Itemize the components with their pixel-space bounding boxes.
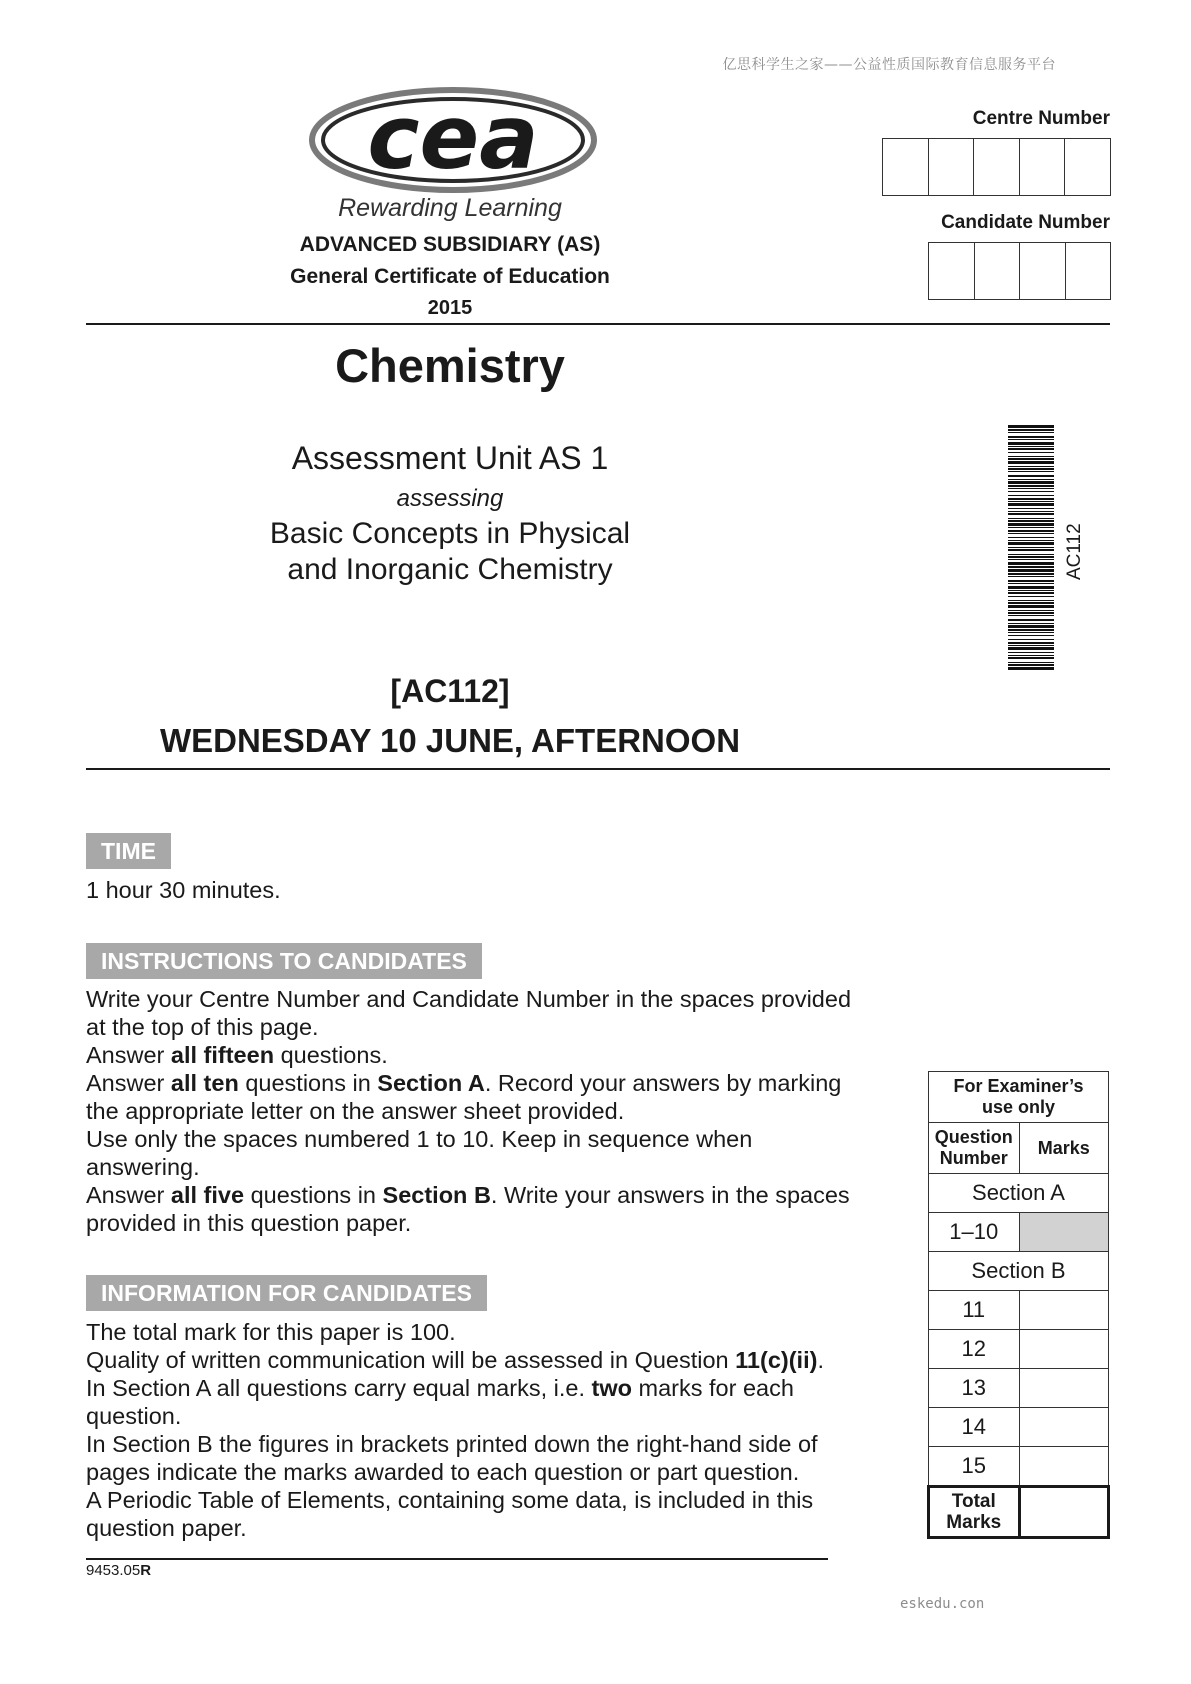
- barcode-bar: [1008, 615, 1054, 616]
- barcode-bar: [1008, 520, 1054, 522]
- marks-cell[interactable]: [1019, 1408, 1108, 1447]
- barcode-bar: [1008, 511, 1054, 512]
- candidate-digit-box[interactable]: [929, 243, 975, 299]
- candidate-digit-box[interactable]: [1066, 243, 1111, 299]
- question-number: 13: [929, 1369, 1020, 1408]
- barcode-bar: [1008, 602, 1054, 604]
- barcode-bar: [1008, 592, 1054, 594]
- barcode-bar: [1008, 629, 1054, 631]
- information-heading: INFORMATION FOR CANDIDATES: [86, 1275, 487, 1311]
- barcode-bar: [1008, 537, 1054, 538]
- barcode-bar: [1008, 488, 1054, 489]
- unit-assessing: assessing: [396, 485, 504, 512]
- barcode-bar: [1008, 547, 1054, 548]
- barcode-bar: [1008, 471, 1054, 472]
- barcode-bar: [1008, 491, 1054, 492]
- section-a-row: Section A: [929, 1174, 1109, 1213]
- barcode-bar: [1008, 485, 1054, 487]
- logo-text: cea: [367, 86, 539, 189]
- candidate-number-label: Candidate Number: [941, 212, 1110, 233]
- barcode-bar: [1008, 542, 1054, 545]
- instruction-line: Write your Centre Number and Candidate Number in the spaces provided at the top of this page.: [86, 986, 852, 1040]
- barcode-bar: [1008, 632, 1054, 633]
- barcode-bar: [1008, 442, 1054, 445]
- footer-code: 9453.05R: [86, 1562, 152, 1579]
- watermark-top: 亿思科学生之家——公益性质国际教育信息服务平台: [722, 57, 1056, 73]
- barcode-bar: [1008, 596, 1054, 597]
- marks-cell-shaded: [1019, 1213, 1108, 1252]
- barcode-bar: [1008, 439, 1054, 440]
- barcode-bar: [1008, 590, 1054, 591]
- barcode-bar: [1008, 652, 1054, 653]
- barcode-bar: [1008, 513, 1054, 515]
- barcode-bar: [1008, 610, 1054, 611]
- divider: [86, 323, 1110, 325]
- col-marks: Marks: [1019, 1123, 1108, 1174]
- barcode-bar: [1008, 523, 1054, 526]
- instruction-line: Answer all fifteen questions.: [86, 1042, 388, 1068]
- centre-digit-box[interactable]: [1065, 139, 1110, 195]
- cea-logo: [308, 86, 598, 194]
- barcode-bar: [1008, 540, 1054, 541]
- question-number: 14: [929, 1408, 1020, 1447]
- information-text: [86, 1318, 866, 1542]
- centre-digit-box[interactable]: [929, 139, 975, 195]
- barcode-bar: [1008, 458, 1054, 460]
- barcode-bar: [1008, 600, 1054, 601]
- examiner-table-title: For Examiner’s use only: [929, 1072, 1109, 1123]
- barcode-bar: [1008, 479, 1054, 480]
- candidate-number-boxes[interactable]: [928, 242, 1111, 300]
- centre-number-label: Centre Number: [972, 108, 1110, 129]
- qualification-level: ADVANCED SUBSIDIARY (AS): [299, 233, 601, 256]
- barcode-code: AC112: [1064, 523, 1085, 580]
- paper-code: [AC112]: [390, 673, 510, 709]
- barcode-bar: [1008, 556, 1054, 558]
- barcode-bar: [1008, 635, 1054, 636]
- information-line: Quality of written communication will be assessed in Question 11(c)(ii).: [86, 1347, 824, 1373]
- information-line: In Section A all questions carry equal marks, i.e. two marks for each question.: [86, 1375, 794, 1429]
- unit-description-line1: Basic Concepts in Physical: [269, 517, 631, 550]
- barcode-bar: [1008, 583, 1054, 584]
- barcode-bar: [1008, 549, 1054, 551]
- exam-date: WEDNESDAY 10 JUNE, AFTERNOON: [159, 722, 741, 759]
- barcode-bar: [1008, 468, 1054, 470]
- barcode-bar: [1008, 436, 1054, 438]
- question-number: 15: [929, 1447, 1020, 1487]
- barcode-bar: [1008, 657, 1054, 659]
- barcode-bar: [1008, 612, 1054, 614]
- barcode-bar: [1008, 495, 1054, 496]
- instruction-line: Use only the spaces numbered 1 to 10. Keep in sequence when answering.: [86, 1126, 753, 1180]
- marks-cell[interactable]: [1019, 1330, 1108, 1369]
- centre-number-boxes[interactable]: [882, 138, 1111, 196]
- time-heading: TIME: [86, 833, 171, 869]
- candidate-digit-box[interactable]: [1020, 243, 1066, 299]
- barcode-bar: [1008, 625, 1054, 628]
- barcode-bar: [1008, 530, 1054, 532]
- subject-title: Chemistry: [335, 339, 565, 392]
- barcode-bar: [1008, 623, 1054, 624]
- barcode-bar: [1008, 481, 1054, 484]
- divider: [86, 1558, 828, 1560]
- barcode-bar: [1008, 662, 1054, 663]
- barcode-bar: [1008, 586, 1054, 589]
- barcode-bar: [1008, 554, 1054, 555]
- centre-digit-box[interactable]: [974, 139, 1020, 195]
- barcode-bar: [1008, 642, 1054, 644]
- barcode-bar: [1008, 475, 1054, 477]
- barcode-bar: [1008, 501, 1054, 502]
- barcode-bar: [1008, 533, 1054, 534]
- barcode-bar: [1008, 639, 1054, 640]
- question-range-a: 1–10: [929, 1213, 1020, 1252]
- section-b-row: Section B: [929, 1252, 1109, 1291]
- barcode-bar: [1008, 619, 1054, 621]
- barcode-bar: [1008, 573, 1054, 575]
- centre-digit-box[interactable]: [1020, 139, 1066, 195]
- instruction-line: Answer all ten questions in Section A. Record your answers by marking the appropriate letter on the answer sheet provided.: [86, 1070, 842, 1124]
- total-marks-cell[interactable]: [1019, 1487, 1108, 1538]
- barcode-bar: [1008, 498, 1054, 500]
- logo-tagline: Rewarding Learning: [338, 194, 562, 222]
- barcode-bar: [1008, 461, 1054, 464]
- barcode-bar: [1008, 645, 1054, 646]
- instructions-text: [86, 985, 866, 1237]
- unit-title: Assessment Unit AS 1: [291, 440, 609, 476]
- information-line: The total mark for this paper is 100.: [86, 1319, 456, 1345]
- barcode-bar: [1008, 503, 1054, 506]
- barcode: [1008, 425, 1054, 671]
- barcode-bar: [1008, 448, 1054, 450]
- unit-description-line2: and Inorganic Chemistry: [287, 553, 613, 586]
- time-text: 1 hour 30 minutes.: [86, 877, 281, 903]
- barcode-bar: [1008, 580, 1054, 582]
- candidate-digit-box[interactable]: [975, 243, 1021, 299]
- barcode-bar: [1008, 518, 1054, 519]
- barcode-bar: [1008, 508, 1054, 509]
- barcode-bar: [1008, 664, 1054, 666]
- information-line: In Section B the figures in brackets printed down the right-hand side of pages indicate the marks awarded to each question or part question.: [86, 1431, 818, 1485]
- barcode-bar: [1008, 569, 1054, 572]
- barcode-bar: [1008, 425, 1054, 428]
- marks-cell[interactable]: [1019, 1447, 1108, 1487]
- question-number: 12: [929, 1330, 1020, 1369]
- marks-cell[interactable]: [1019, 1291, 1108, 1330]
- examiner-table: [927, 1071, 1110, 1539]
- total-marks-label: Total Marks: [929, 1487, 1020, 1538]
- barcode-bar: [1008, 559, 1054, 560]
- barcode-bar: [1008, 432, 1054, 433]
- barcode-bar: [1008, 446, 1054, 447]
- barcode-bar: [1008, 566, 1054, 568]
- barcode-bar: [1008, 605, 1054, 608]
- qualification-certificate: General Certificate of Education: [290, 265, 610, 288]
- barcode-bar: [1008, 456, 1054, 457]
- instruction-line: Answer all five questions in Section B. Write your answers in the spaces provided in this question paper.: [86, 1182, 850, 1236]
- barcode-bar: [1008, 562, 1054, 565]
- centre-digit-box[interactable]: [883, 139, 929, 195]
- col-question-number: Question Number: [929, 1123, 1020, 1174]
- instructions-heading: INSTRUCTIONS TO CANDIDATES: [86, 943, 482, 979]
- barcode-bar: [1008, 429, 1054, 431]
- barcode-bar: [1008, 647, 1054, 650]
- information-line: A Periodic Table of Elements, containing some data, is included in this question paper.: [86, 1487, 814, 1541]
- barcode-bar: [1008, 527, 1054, 528]
- barcode-bar: [1008, 466, 1054, 467]
- barcode-bar: [1008, 452, 1054, 453]
- marks-cell[interactable]: [1019, 1369, 1108, 1408]
- barcode-bar: [1008, 667, 1054, 670]
- question-number: 11: [929, 1291, 1020, 1330]
- divider: [86, 768, 1110, 770]
- barcode-bar: [1008, 655, 1054, 656]
- qualification-year: 2015: [427, 297, 473, 319]
- barcode-bar: [1008, 576, 1054, 577]
- watermark-bottom: eskedu.con: [900, 1596, 985, 1612]
